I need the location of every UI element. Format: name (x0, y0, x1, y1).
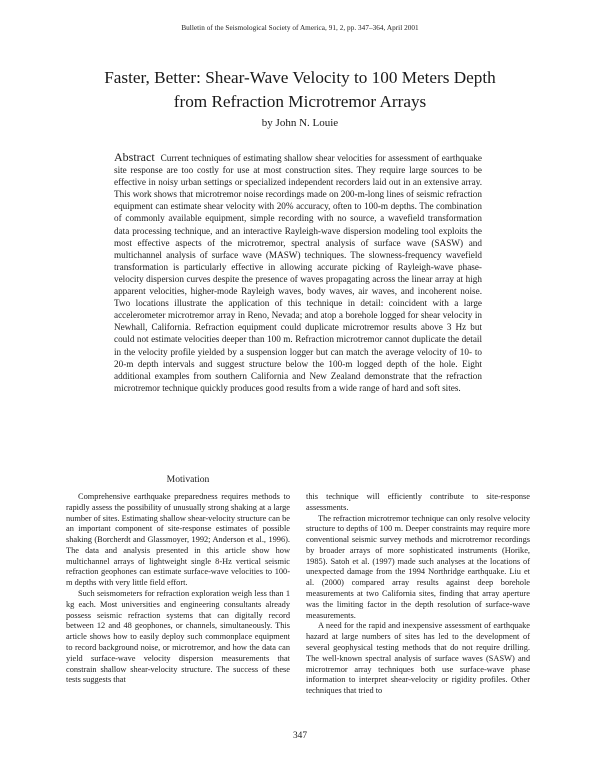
paragraph: A need for the rapid and inexpensive assessment of earthquake hazard at large numbers of sites has led to the development of several geophysical testing methods that do not require drilling. The well-known spectral analysis of surface waves (SASW) and microtremor array techniques both use surface-wave phase information to interpret shear-velocity or rigidity profiles. Other techniques that tried to (306, 621, 530, 696)
abstract-text: Current techniques of estimating shallow shear velocities for assessment of earthquake site response are too costly for use at most construction sites. They require large sources to be effective in noisy urban settings or specialized independent recorders laid out in an extensive array. This work shows that microtremor noise recordings made on 200-m-long lines of seismic refraction equipment can estimate shear velocity with 20% accuracy, often to 100-m depths. The combination of commonly available equipment, simple recording with no source, a wavefield transformation data processing technique, and an interactive Rayleigh-wave dispersion modeling tool exploits the most effective aspects of the microtremor, spectral analysis of surface wave (SASW) and multichannel analysis of surface wave (MASW) techniques. The slowness-frequency wavefield transformation is particularly effective in allowing accurate picking of Rayleigh-wave phase-velocity dispersion curves despite the presence of waves propagating across the linear array at high apparent velocities, higher-mode Rayleigh waves, body waves, air waves, and incoherent noise. Two locations illustrate the application of this technique in detail: coincident with a large accelerometer microtremor array in Reno, Nevada; and atop a borehole logged for shear velocity in Newhall, California. Refraction equipment could duplicate microtremor results above 3 Hz but could not estimate velocities deeper than 100 m. Refraction microtremor cannot duplicate the detail in the velocity profile yielded by a suspension logger but can match the average velocity of 10- to 20-m depth intervals and suggest structure below the 100-m logged depth of the hole. Eight additional examples from southern California and New Zealand demonstrate that the refraction microtremor technique quickly produces good results from a wide range of hard and soft sites. (114, 153, 482, 393)
paragraph: Comprehensive earthquake preparedness requires methods to rapidly assess the possibility of unusually strong shaking at a large number of sites. Estimating shallow shear-velocity structure can be an important component of site-response estimates of possible shaking (Borcherdt and Glassmoyer, 1992; Anderson et al., 1996). The data and analysis presented in this article show how multichannel arrays of lightweight single 8-Hz vertical seismic refraction geophones can estimate surface-wave velocities to 100-m depths with very little field effort. (66, 492, 290, 588)
paragraph: The refraction microtremor technique can only resolve velocity structure to depths of 100 m. Deeper constraints may require more conventional seismic survey methods and microtremor recordings by broader arrays of more sophisticated instruments (Horike, 1985). Satoh et al. (1997) made such analyses at the locations of unexpected damage from the 1994 Northridge earthquake. Liu et al. (2000) compared array results against deep borehole measurements at two California sites, finding that array aperture was the limiting factor in the depth resolution of surface-wave measurements. (306, 513, 530, 620)
running-head: Bulletin of the Seismological Society of America, 91, 2, pp. 347–364, April 2001 (181, 24, 419, 32)
title-line-2: from Refraction Microtremor Arrays (173, 92, 427, 111)
article-title (40, 66, 560, 114)
paragraph: this technique will efficiently contribute to site-response assessments. (306, 492, 530, 512)
left-column (66, 492, 290, 686)
title-line-1: Faster, Better: Shear-Wave Velocity to 100 Meters Depth (104, 68, 496, 87)
abstract (114, 151, 482, 394)
abstract-label: Abstract (114, 150, 155, 164)
section-heading: Motivation (166, 474, 210, 485)
right-column (306, 492, 530, 697)
page-number: 347 (292, 731, 308, 741)
paragraph: Such seismometers for refraction exploration weigh less than 1 kg each. Most universities and engineering consultants already possess seismic refraction systems that can digitally record between 12 and 48 geophones, or channels, simultaneously. This article shows how to easily deploy such commonplace equipment to record background noise, or microtremor, and how the data can yield surface-wave velocity dispersion measurements that constrain shallow shear-velocity structure. The success of these tests suggests that (66, 589, 290, 685)
author-byline: by John N. Louie (261, 117, 339, 129)
